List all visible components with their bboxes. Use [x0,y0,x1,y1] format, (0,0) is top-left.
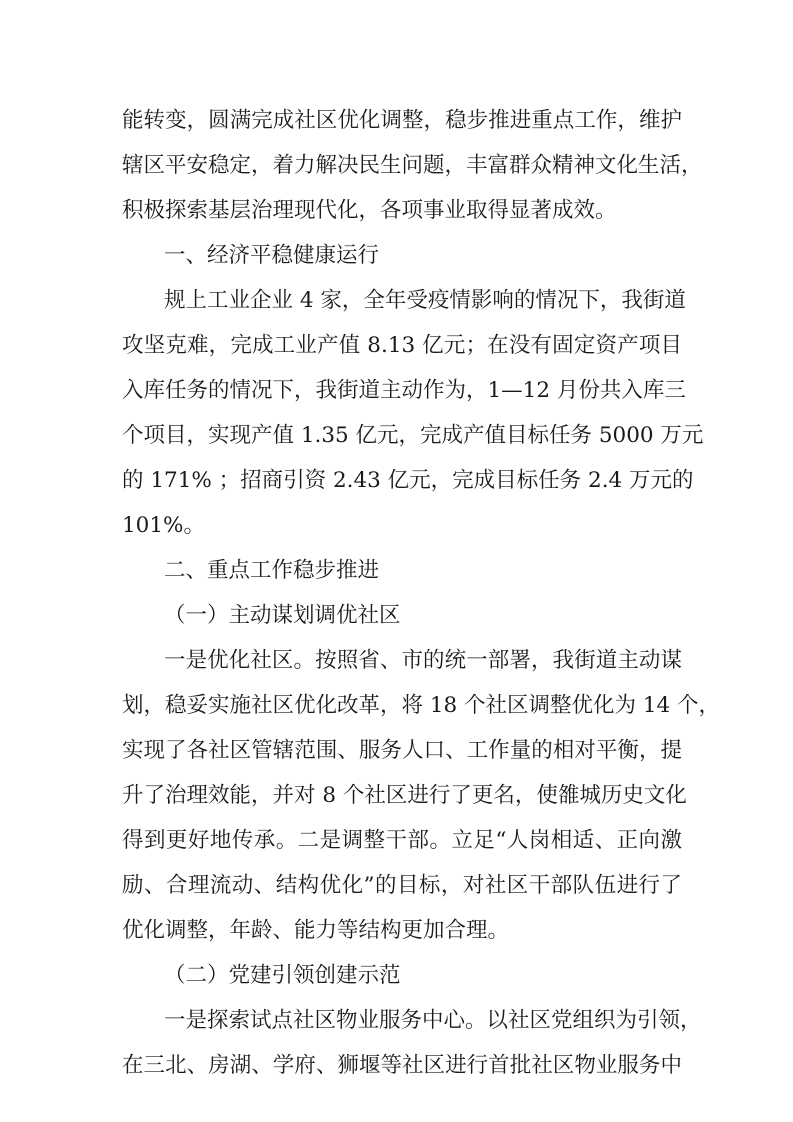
paragraph-line: 攻坚克难，完成工业产值 8.13 亿元；在没有固定资产项目 [122,333,682,358]
paragraph-line: 入库任务的情况下，我街道主动作为，1—12 月份共入库三 [122,378,686,403]
paragraph-line: 积极探索基层治理现代化，各项事业取得显著成效。 [122,198,617,223]
paragraph-line: 划，稳妥实施社区优化改革，将 18 个社区调整优化为 14 个， [122,693,721,718]
paragraph-line: 的 171% ；招商引资 2.43 亿元，完成目标任务 2.4 万元的 [122,468,694,493]
paragraph-line: 一是探索试点社区物业服务中心。以社区党组织为引领， [164,1008,702,1033]
paragraph-line: 得到更好地传承。二是调整干部。立足“人岗相适、正向激 [122,828,682,853]
paragraph-line: 一是优化社区。按照省、市的统一部署，我街道主动谋 [164,648,682,673]
paragraph-line: 实现了各社区管辖范围、服务人口、工作量的相对平衡，提 [122,738,682,763]
paragraph-line: 升了治理效能，并对 8 个社区进行了更名，使雒城历史文化 [122,783,687,808]
paragraph-line: 优化调整，年龄、能力等结构更加合理。 [122,918,510,943]
paragraph-line: 101%。 [122,513,205,538]
subsection-heading-2: （二）党建引领创建示范 [164,963,401,988]
paragraph-line: 励、合理流动、结构优化”的目标，对社区干部队伍进行了 [122,873,682,898]
paragraph-line: 个项目，实现产值 1.35 亿元，完成产值目标任务 5000 万元 [122,423,704,448]
paragraph-line: 辖区平安稳定，着力解决民生问题，丰富群众精神文化生活， [122,153,703,178]
section-heading-2: 二、重点工作稳步推进 [164,558,380,583]
subsection-heading-1: （一）主动谋划调优社区 [164,603,401,628]
paragraph-line: 在三北、房湖、学府、狮堰等社区进行首批社区物业服务中 [122,1053,682,1078]
section-heading-1: 一、经济平稳健康运行 [164,243,380,268]
paragraph-line: 规上工业企业 4 家，全年受疫情影响的情况下，我街道 [164,288,686,313]
paragraph-line: 能转变，圆满完成社区优化调整，稳步推进重点工作，维护 [122,108,682,133]
